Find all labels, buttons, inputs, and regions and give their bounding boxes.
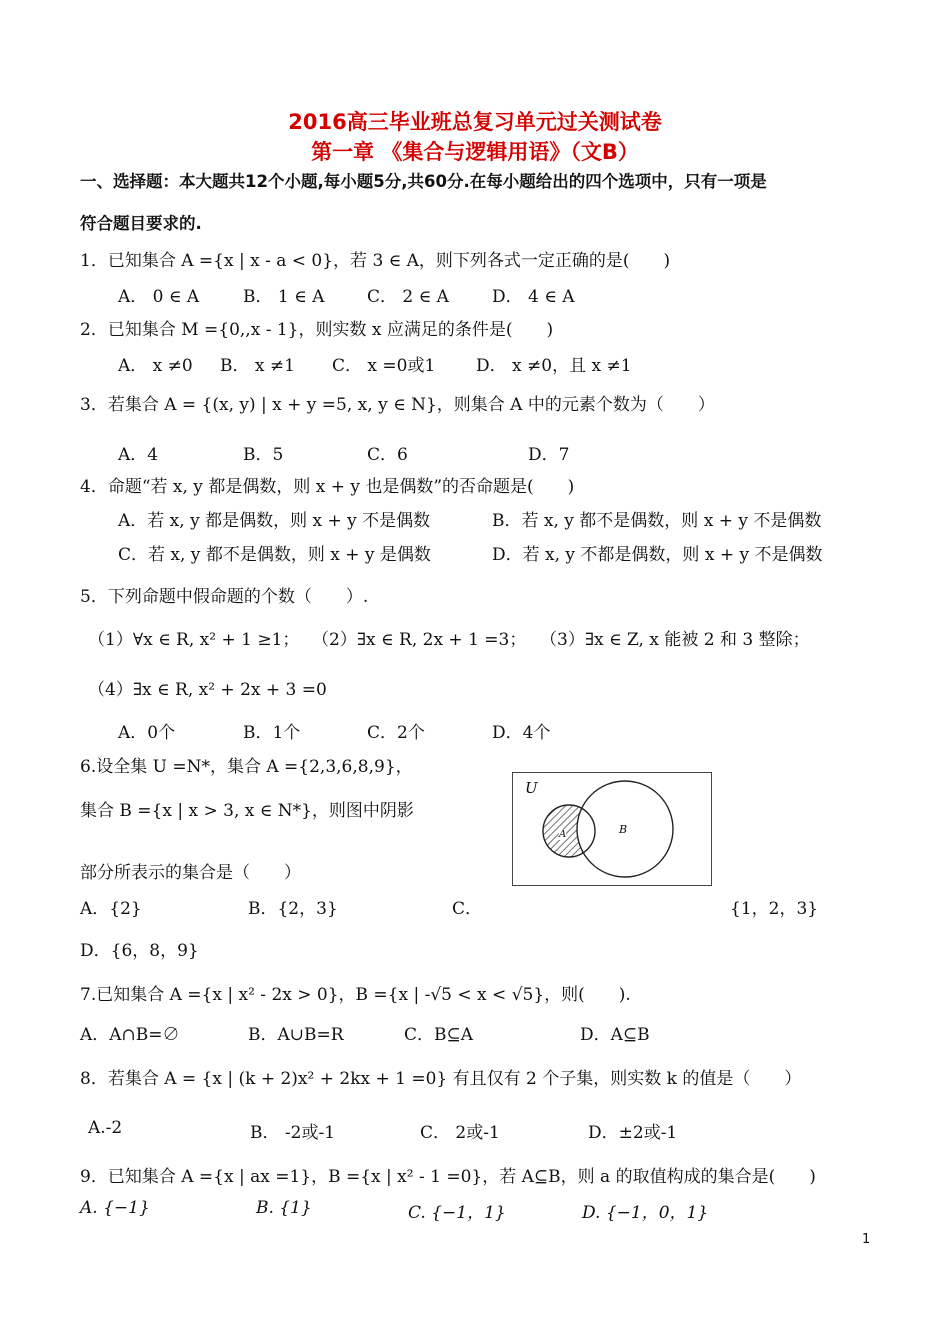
- question-2-stem: 2．已知集合 M ={0,,x - 1}，则实数 x 应满足的条件是( ): [80, 320, 554, 340]
- question-5-option-d: D．4个: [492, 723, 551, 743]
- question-6-stem-line-1: 6.设全集 U =N*，集合 A ={2,3,6,8,9}，: [80, 757, 413, 777]
- question-7-stem: 7.已知集合 A ={x | x² - 2x > 0}，B ={x | -√5 < x < √5}，则( ).: [80, 985, 631, 1005]
- venn-label-b: B: [619, 823, 628, 836]
- question-1-stem: 1．已知集合 A ={x | x - a < 0}，若 3 ∈ A，则下列各式一定正确的是( ): [80, 251, 671, 271]
- section-intro-line-2: 符合题目要求的.: [80, 214, 202, 233]
- question-7-option-c: C．B⊆A: [404, 1025, 474, 1045]
- question-4-stem: 4．命题“若 x, y 都是偶数，则 x + y 也是偶数”的否命题是( ): [80, 477, 575, 497]
- question-5-option-a: A．0个: [118, 723, 176, 743]
- question-3-stem: 3．若集合 A = {(x, y) | x + y =5, x, y ∈ N}，则集合 A 中的元素个数为（ ）: [80, 395, 715, 415]
- question-6-option-b: B．{2，3}: [248, 899, 338, 919]
- question-6-stem-line-2: 集合 B ={x | x > 3, x ∈ N*}，则图中阴影: [80, 801, 414, 821]
- question-4-option-b: B．若 x, y 都不是偶数，则 x + y 不是偶数: [492, 511, 822, 531]
- question-5-proposition-3: （3）∃x ∈ Z, x 能被 2 和 3 整除；: [540, 630, 810, 650]
- question-5-proposition-1: （1）∀x ∈ R, x² + 1 ≥1；: [88, 630, 300, 650]
- page-number: 1: [862, 1232, 871, 1247]
- venn-label-a: A: [559, 829, 567, 840]
- question-5-proposition-4: （4）∃x ∈ R, x² + 2x + 3 =0: [88, 680, 327, 700]
- question-6-option-c-value: {1，2，3}: [730, 899, 819, 919]
- title-line-1: 2016高三毕业班总复习单元过关测试卷: [288, 110, 662, 134]
- venn-diagram: [512, 772, 712, 886]
- question-2-option-c: C． x =0或1: [332, 356, 436, 376]
- question-9-option-b: B. {1}: [256, 1198, 312, 1218]
- question-1-option-a: A． 0 ∈ A: [118, 287, 200, 307]
- question-3-option-d: D．7: [528, 445, 570, 465]
- question-9-option-c: C. {−1，1}: [408, 1203, 506, 1223]
- question-5-option-b: B．1个: [243, 723, 301, 743]
- question-4-option-c: C．若 x, y 都不是偶数，则 x + y 是偶数: [118, 545, 431, 565]
- question-3-option-b: B．5: [243, 445, 284, 465]
- question-7-option-d: D．A⊆B: [580, 1025, 650, 1045]
- question-8-option-d: D．±2或-1: [588, 1123, 678, 1143]
- question-6-option-c: C．: [452, 899, 483, 919]
- question-6-option-d: D．{6，8，9}: [80, 941, 199, 961]
- question-1-option-b: B． 1 ∈ A: [243, 287, 325, 307]
- question-6-stem-line-3: 部分所表示的集合是（ ）: [80, 863, 301, 883]
- question-8-option-b: B． -2或-1: [250, 1123, 336, 1143]
- question-8-stem: 8．若集合 A = {x | (k + 2)x² + 2kx + 1 =0} 有且仅有 2 个子集，则实数 k 的值是（ ）: [80, 1069, 802, 1089]
- question-3-option-a: A．4: [118, 445, 159, 465]
- question-2-option-b: B． x ≠1: [220, 356, 295, 376]
- question-7-option-b: B．A∪B=R: [248, 1025, 344, 1045]
- venn-diagram-svg: [513, 773, 711, 885]
- question-4-option-a: A．若 x, y 都是偶数，则 x + y 不是偶数: [118, 511, 431, 531]
- venn-label-u: U: [525, 779, 538, 797]
- question-4-option-d: D．若 x, y 不都是偶数，则 x + y 不是偶数: [492, 545, 823, 565]
- question-3-option-c: C．6: [367, 445, 408, 465]
- question-1-option-d: D． 4 ∈ A: [492, 287, 575, 307]
- question-9-stem: 9．已知集合 A ={x | ax =1}，B ={x | x² - 1 =0}，若 A⊆B，则 a 的取值构成的集合是( ): [80, 1167, 816, 1187]
- question-9-option-a: A. {−1}: [80, 1198, 150, 1218]
- question-5-proposition-2: （2）∃x ∈ R, 2x + 1 =3；: [312, 630, 527, 650]
- question-1-option-c: C． 2 ∈ A: [367, 287, 449, 307]
- question-2-option-a: A． x ≠0: [118, 356, 193, 376]
- question-6-option-a: A．{2}: [80, 899, 142, 919]
- question-7-option-a: A．A∩B=∅: [80, 1025, 180, 1045]
- question-8-option-c: C． 2或-1: [420, 1123, 500, 1143]
- question-5-option-c: C．2个: [367, 723, 425, 743]
- title-line-2: 第一章 《集合与逻辑用语》（文B）: [311, 140, 639, 164]
- question-5-stem: 5．下列命题中假命题的个数（ ）.: [80, 587, 369, 607]
- section-intro-line-1: 一、选择题：本大题共12个小题,每小题5分,共60分.在每小题给出的四个选项中，只有一项是: [80, 172, 767, 191]
- question-8-option-a: A.-2: [88, 1118, 123, 1138]
- question-2-option-d: D． x ≠0，且 x ≠1: [476, 356, 632, 376]
- question-9-option-d: D. {−1，0，1}: [582, 1203, 709, 1223]
